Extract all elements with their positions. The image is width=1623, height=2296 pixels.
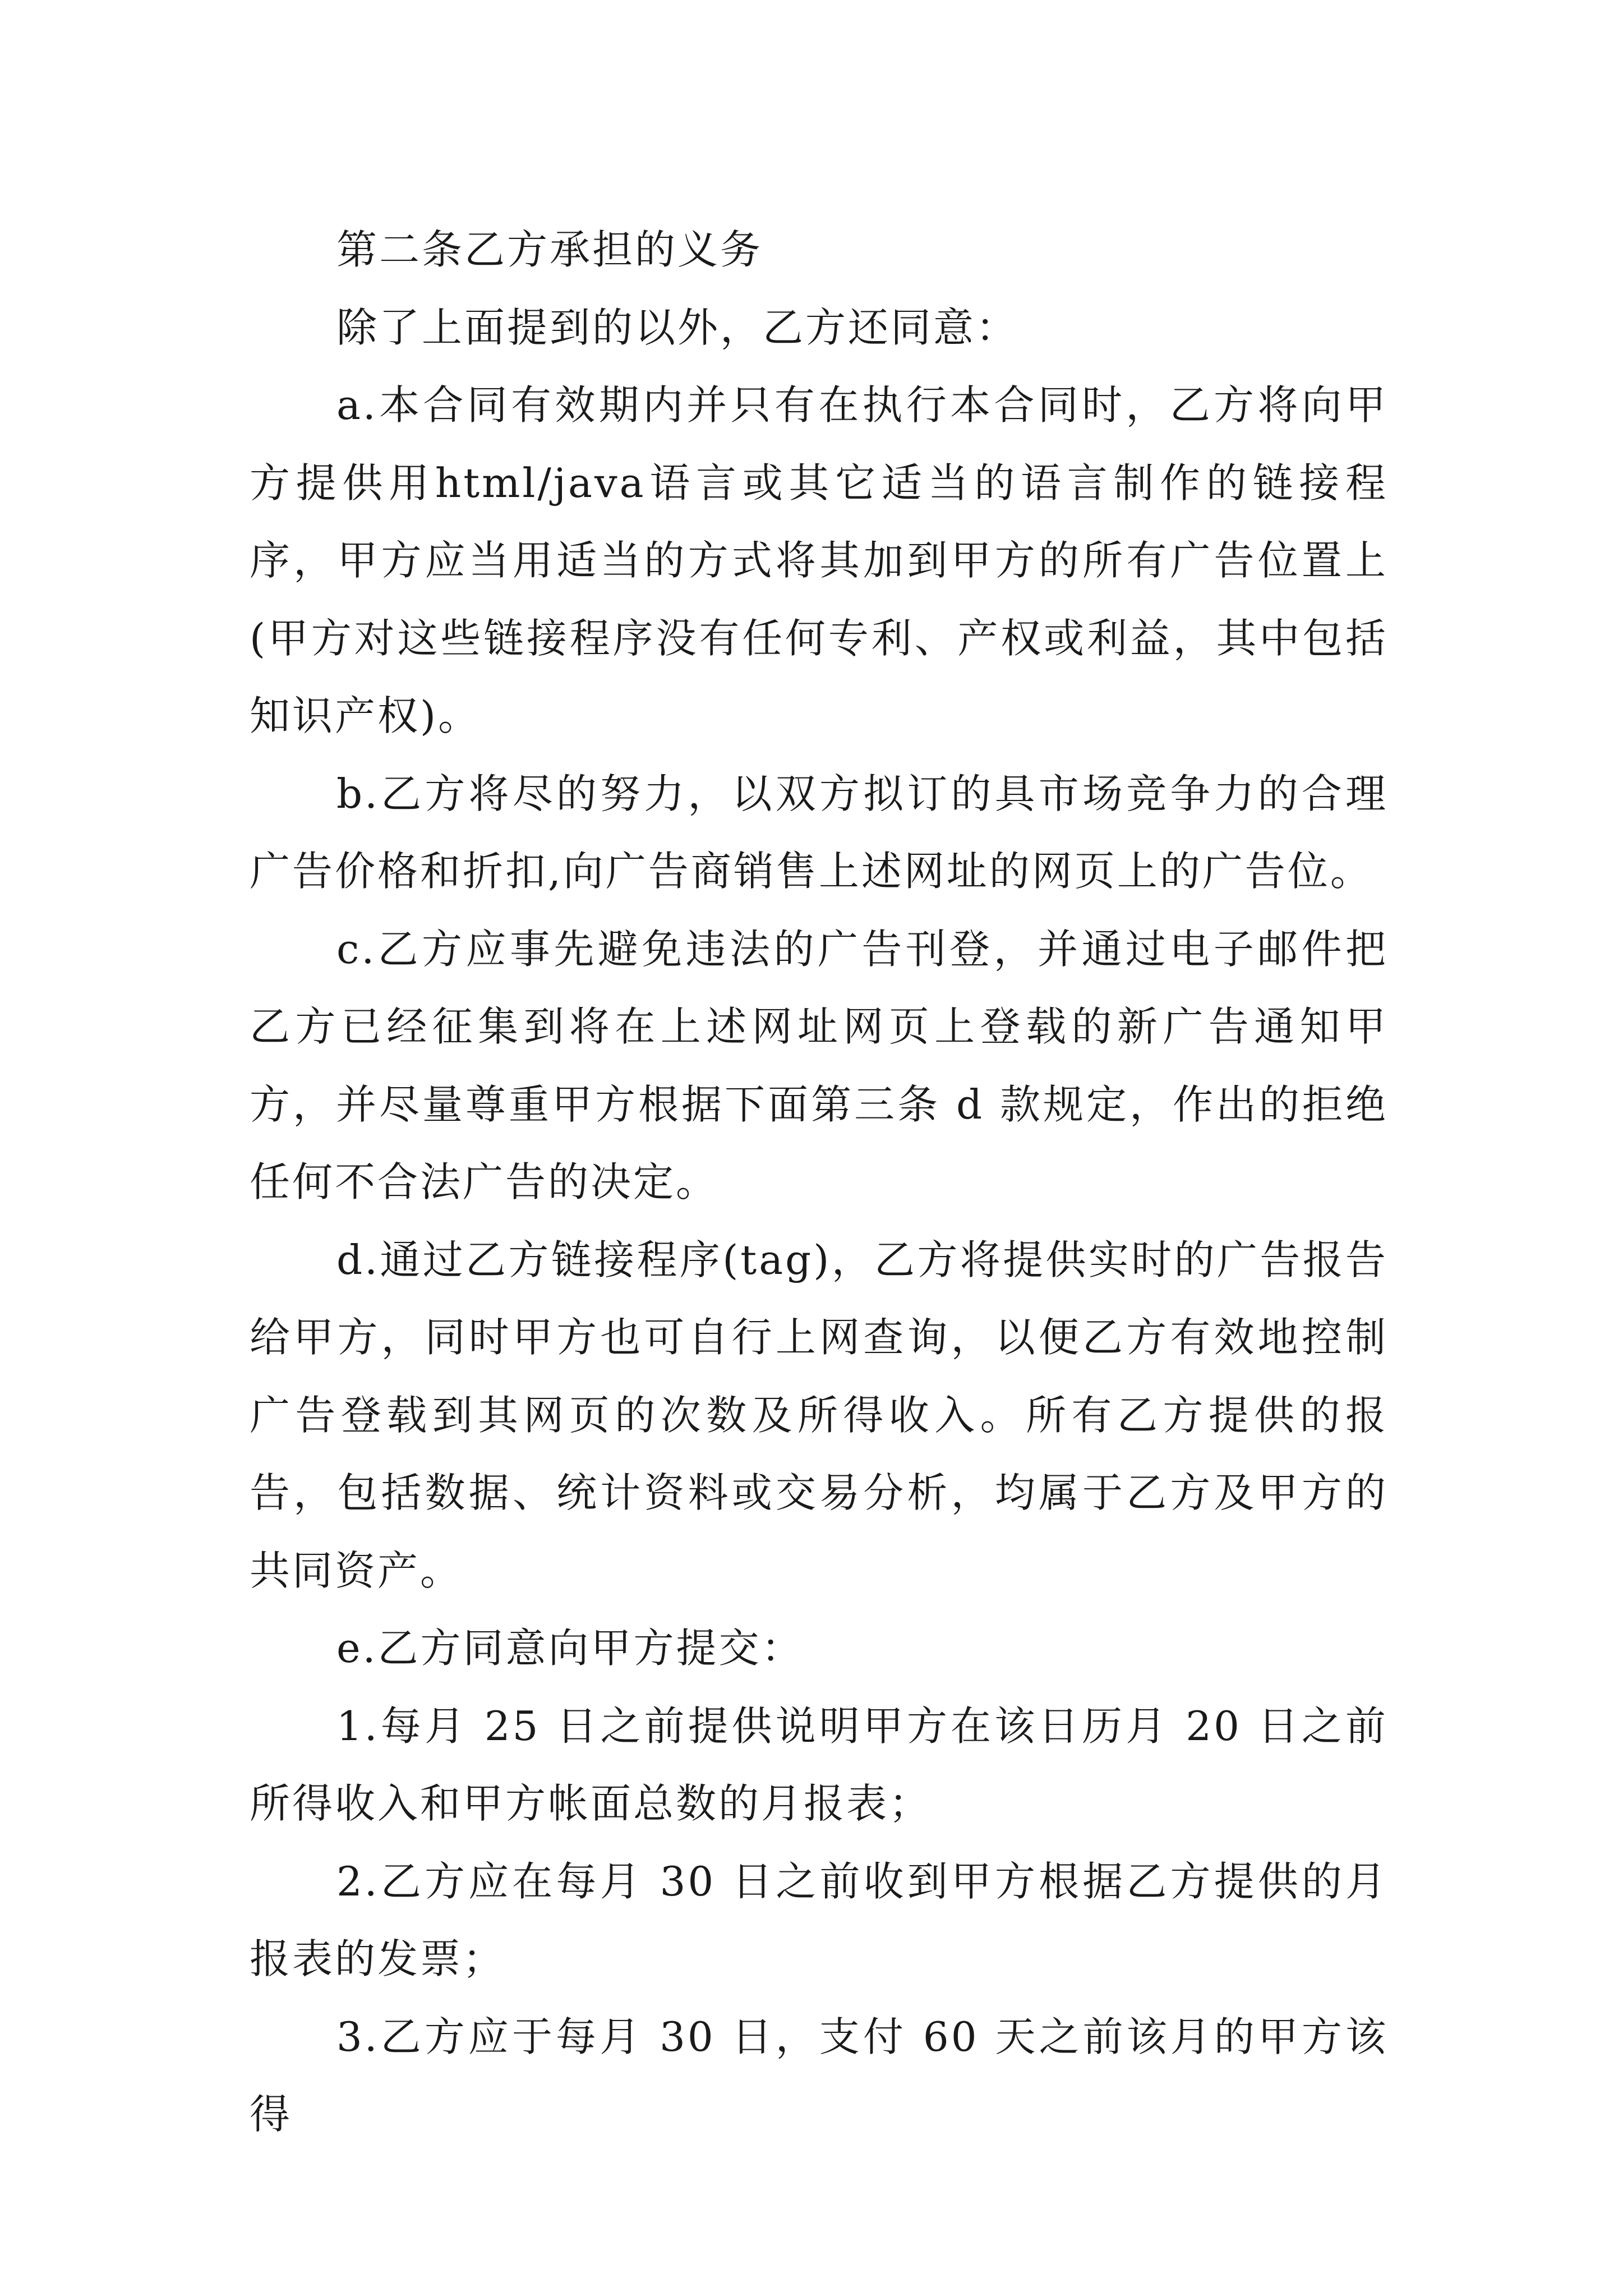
clause-e-item-2: 2.乙方应在每月 30 日之前收到甲方根据乙方提供的月报表的发票；: [250, 1857, 1388, 1982]
document-body: [250, 211, 1388, 2154]
clause-a: a.本合同有效期内并只有在执行本合同时，乙方将向甲方提供用html/java语言或其它适当的语言制作的链接程序，甲方应当用适当的方式将其加到甲方的所有广告位置上(甲方对这些链接程序没有任何专利、产权或利益，其中包括知识产权)。: [250, 381, 1388, 739]
clause-e: e.乙方同意向甲方提交：: [336, 1625, 804, 1672]
clause-b: b.乙方将尽的努力，以双方拟订的具市场竞争力的合理广告价格和折扣,向广告商销售上述网址的网页上的广告位。: [250, 770, 1388, 895]
clause-c: c.乙方应事先避免违法的广告刊登，并通过电子邮件把乙方已经征集到将在上述网址网页上登载的新广告通知甲方，并尽量尊重甲方根据下面第三条 d 款规定，作出的拒绝任何不合法广告的决定。: [250, 925, 1388, 1205]
clause-e-item-3: 3.乙方应于每月 30 日，支付 60 天之前该月的甲方该得: [250, 2013, 1388, 2138]
paragraph-intro: 除了上面提到的以外，乙方还同意：: [336, 303, 1019, 351]
section-heading: 第二条乙方承担的义务: [336, 226, 763, 273]
clause-e-item-1: 1.每月 25 日之前提供说明甲方在该日历月 20 日之前所得收入和甲方帐面总数的月报表；: [250, 1702, 1388, 1827]
clause-d: d.通过乙方链接程序(tag)，乙方将提供实时的广告报告给甲方，同时甲方也可自行上网查询，以便乙方有效地控制广告登载到其网页的次数及所得收入。所有乙方提供的报告，包括数据、统计资料或交易分析，均属于乙方及甲方的共同资产。: [250, 1236, 1388, 1594]
